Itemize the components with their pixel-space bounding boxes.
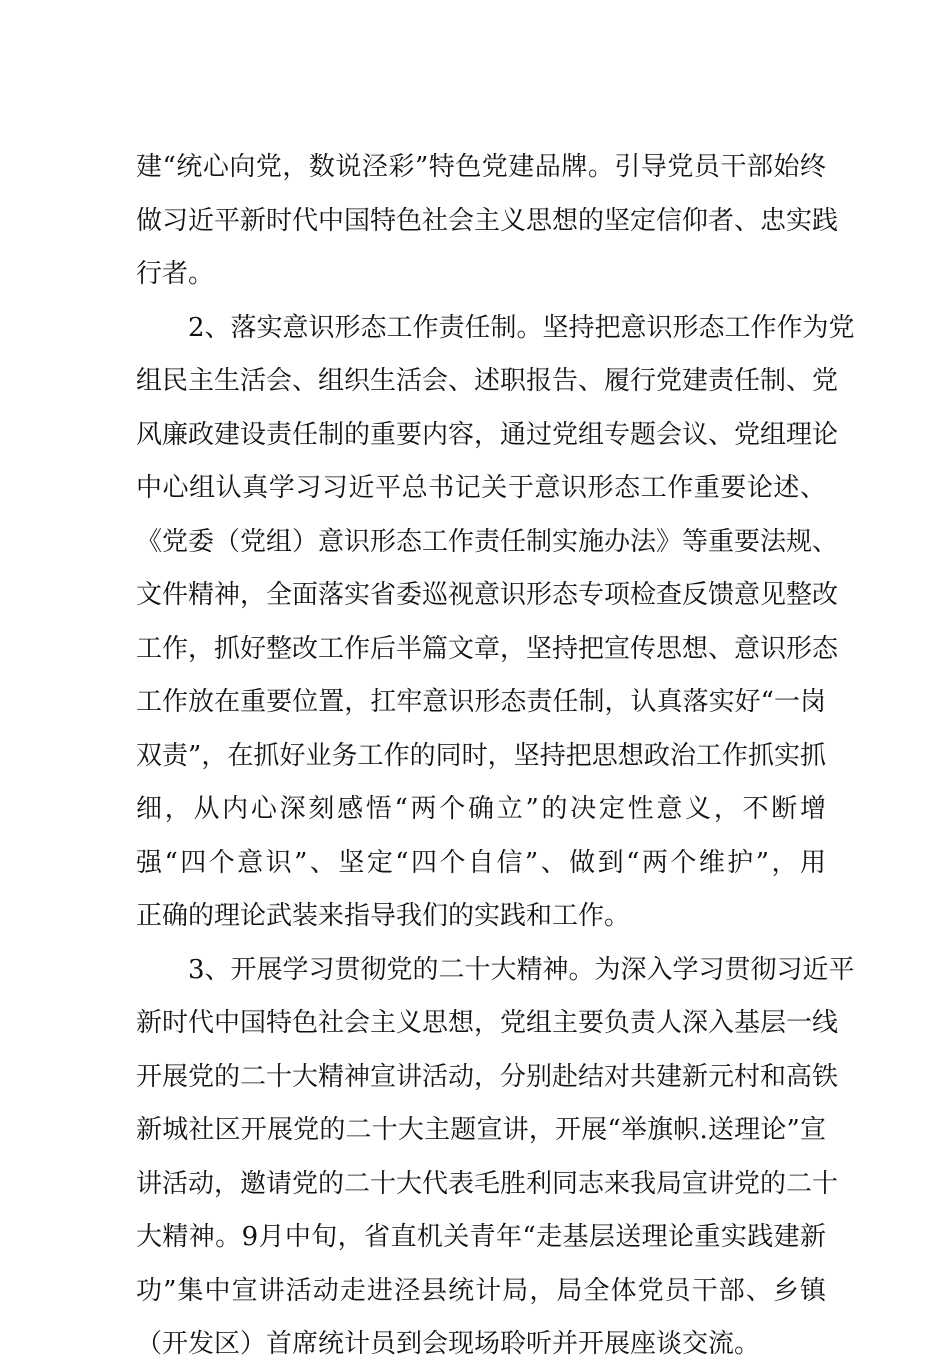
text-line: 行者。	[136, 259, 215, 289]
text-line: 功”集中宣讲活动走进泾县统计局，局全体党员干部、乡镇	[136, 1275, 826, 1306]
text-line: 新城社区开展党的二十大主题宣讲，开展“举旗帜.送理论”宣	[136, 1115, 826, 1145]
text-line: 做习近平新时代中国特色社会主义思想的坚定信仰者、忠实践	[136, 205, 839, 236]
text-line: 讲活动，邀请党的二十大代表毛胜利同志来我局宣讲党的二十	[136, 1168, 839, 1199]
text-line: 双责”，在抓好业务工作的同时，坚持把思想政治工作抓实抓	[136, 740, 826, 771]
text-line: 新时代中国特色社会主义思想，党组主要负责人深入基层一线	[136, 1008, 839, 1038]
text-line: 大精神。9月中旬，省直机关青年“走基层送理论重实践建新	[136, 1222, 826, 1252]
text-line: 风廉政建设责任制的重要内容，通过党组专题会议、党组理论	[136, 419, 839, 450]
text-line: 2、落实意识形态工作责任制。坚持把意识形态工作作为党	[136, 312, 855, 343]
text-line: 工作，抓好整改工作后半篇文章，坚持把宣传思想、意识形态	[136, 633, 839, 664]
text-line: 《党委（党组）意识形态工作责任制实施办法》等重要法规、	[136, 526, 839, 557]
text-line: 中心组认真学习习近平总书记关于意识形态工作重要论述、	[136, 473, 826, 503]
document-body	[136, 141, 855, 1372]
text-line: 工作放在重要位置，扛牢意识形态责任制，认真落实好“一岗	[136, 687, 826, 717]
text-line: 建“统心向党，数说泾彩”特色党建品牌。引导党员干部始终	[136, 152, 826, 182]
text-line: （开发区）首席统计员到会现场聆听并开展座谈交流。	[136, 1329, 761, 1359]
text-line: 开展党的二十大精神宣讲活动，分别赴结对共建新元村和高铁	[136, 1061, 839, 1092]
text-line: 3、开展学习贯彻党的二十大精神。为深入学习贯彻习近平	[136, 954, 855, 985]
text-line: 细，从内心深刻感悟“两个确立”的决定性意义，不断增	[136, 794, 826, 824]
text-line: 强“四个意识”、坚定“四个自信”、做到“两个维护”，用	[136, 847, 826, 878]
text-line: 组民主生活会、组织生活会、述职报告、履行党建责任制、党	[136, 366, 839, 396]
text-line: 文件精神，全面落实省委巡视意识形态专项检查反馈意见整改	[136, 580, 839, 610]
text-line: 正确的理论武装来指导我们的实践和工作。	[136, 901, 631, 931]
